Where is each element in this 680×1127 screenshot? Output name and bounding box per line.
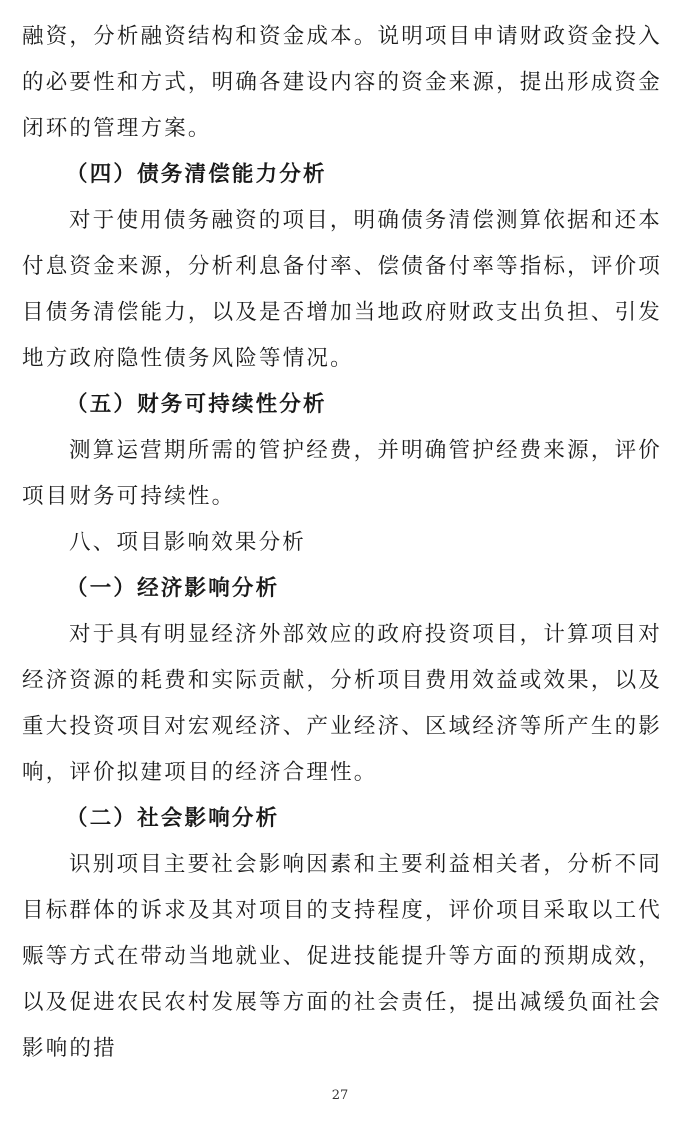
paragraph-financing-structure: 融资，分析融资结构和资金成本。说明项目申请财政资金投入的必要性和方式，明确各建设内容的资金来源，提出形成资金闭环的管理方案。 — [22, 24, 662, 141]
paragraph-social-impact: 识别项目主要社会影响因素和主要利益相关者，分析不同目标群体的诉求及其对项目的支持程度，评价项目采取以工代赈等方式在带动当地就业、促进技能提升等方面的预期成效，以及促进农民农村发展等方面的社会责任，提出减缓负面社会影响的措 — [22, 852, 662, 1061]
page-number: 27 — [331, 1088, 349, 1103]
section-heading-financial-sustainability: （五）财务可持续性分析 — [66, 392, 327, 417]
paragraph-debt-repayment: 对于使用债务融资的项目，明确债务清偿测算依据和还本付息资金来源，分析利息备付率、偿债备付率等指标，评价项目债务清偿能力，以及是否增加当地政府财政支出负担、引发地方政府隐性债务风险等情况。 — [22, 208, 662, 371]
paragraph-economic-impact: 对于具有明显经济外部效应的政府投资项目，计算项目对经济资源的耗费和实际贡献，分析项目费用效益或效果，以及重大投资项目对宏观经济、产业经济、区域经济等所产生的影响，评价拟建项目的经济合理性。 — [22, 622, 662, 785]
section-heading-economic-impact: （一）经济影响分析 — [66, 576, 280, 601]
paragraph-financial-sustainability: 测算运营期所需的管护经费，并明确管护经费来源，评价项目财务可持续性。 — [22, 438, 662, 509]
chapter-heading-impact-analysis: 八、项目影响效果分析 — [69, 530, 307, 555]
document-body — [22, 14, 662, 1072]
section-heading-social-impact: （二）社会影响分析 — [66, 806, 280, 831]
section-heading-debt-repayment: （四）债务清偿能力分析 — [66, 162, 327, 187]
